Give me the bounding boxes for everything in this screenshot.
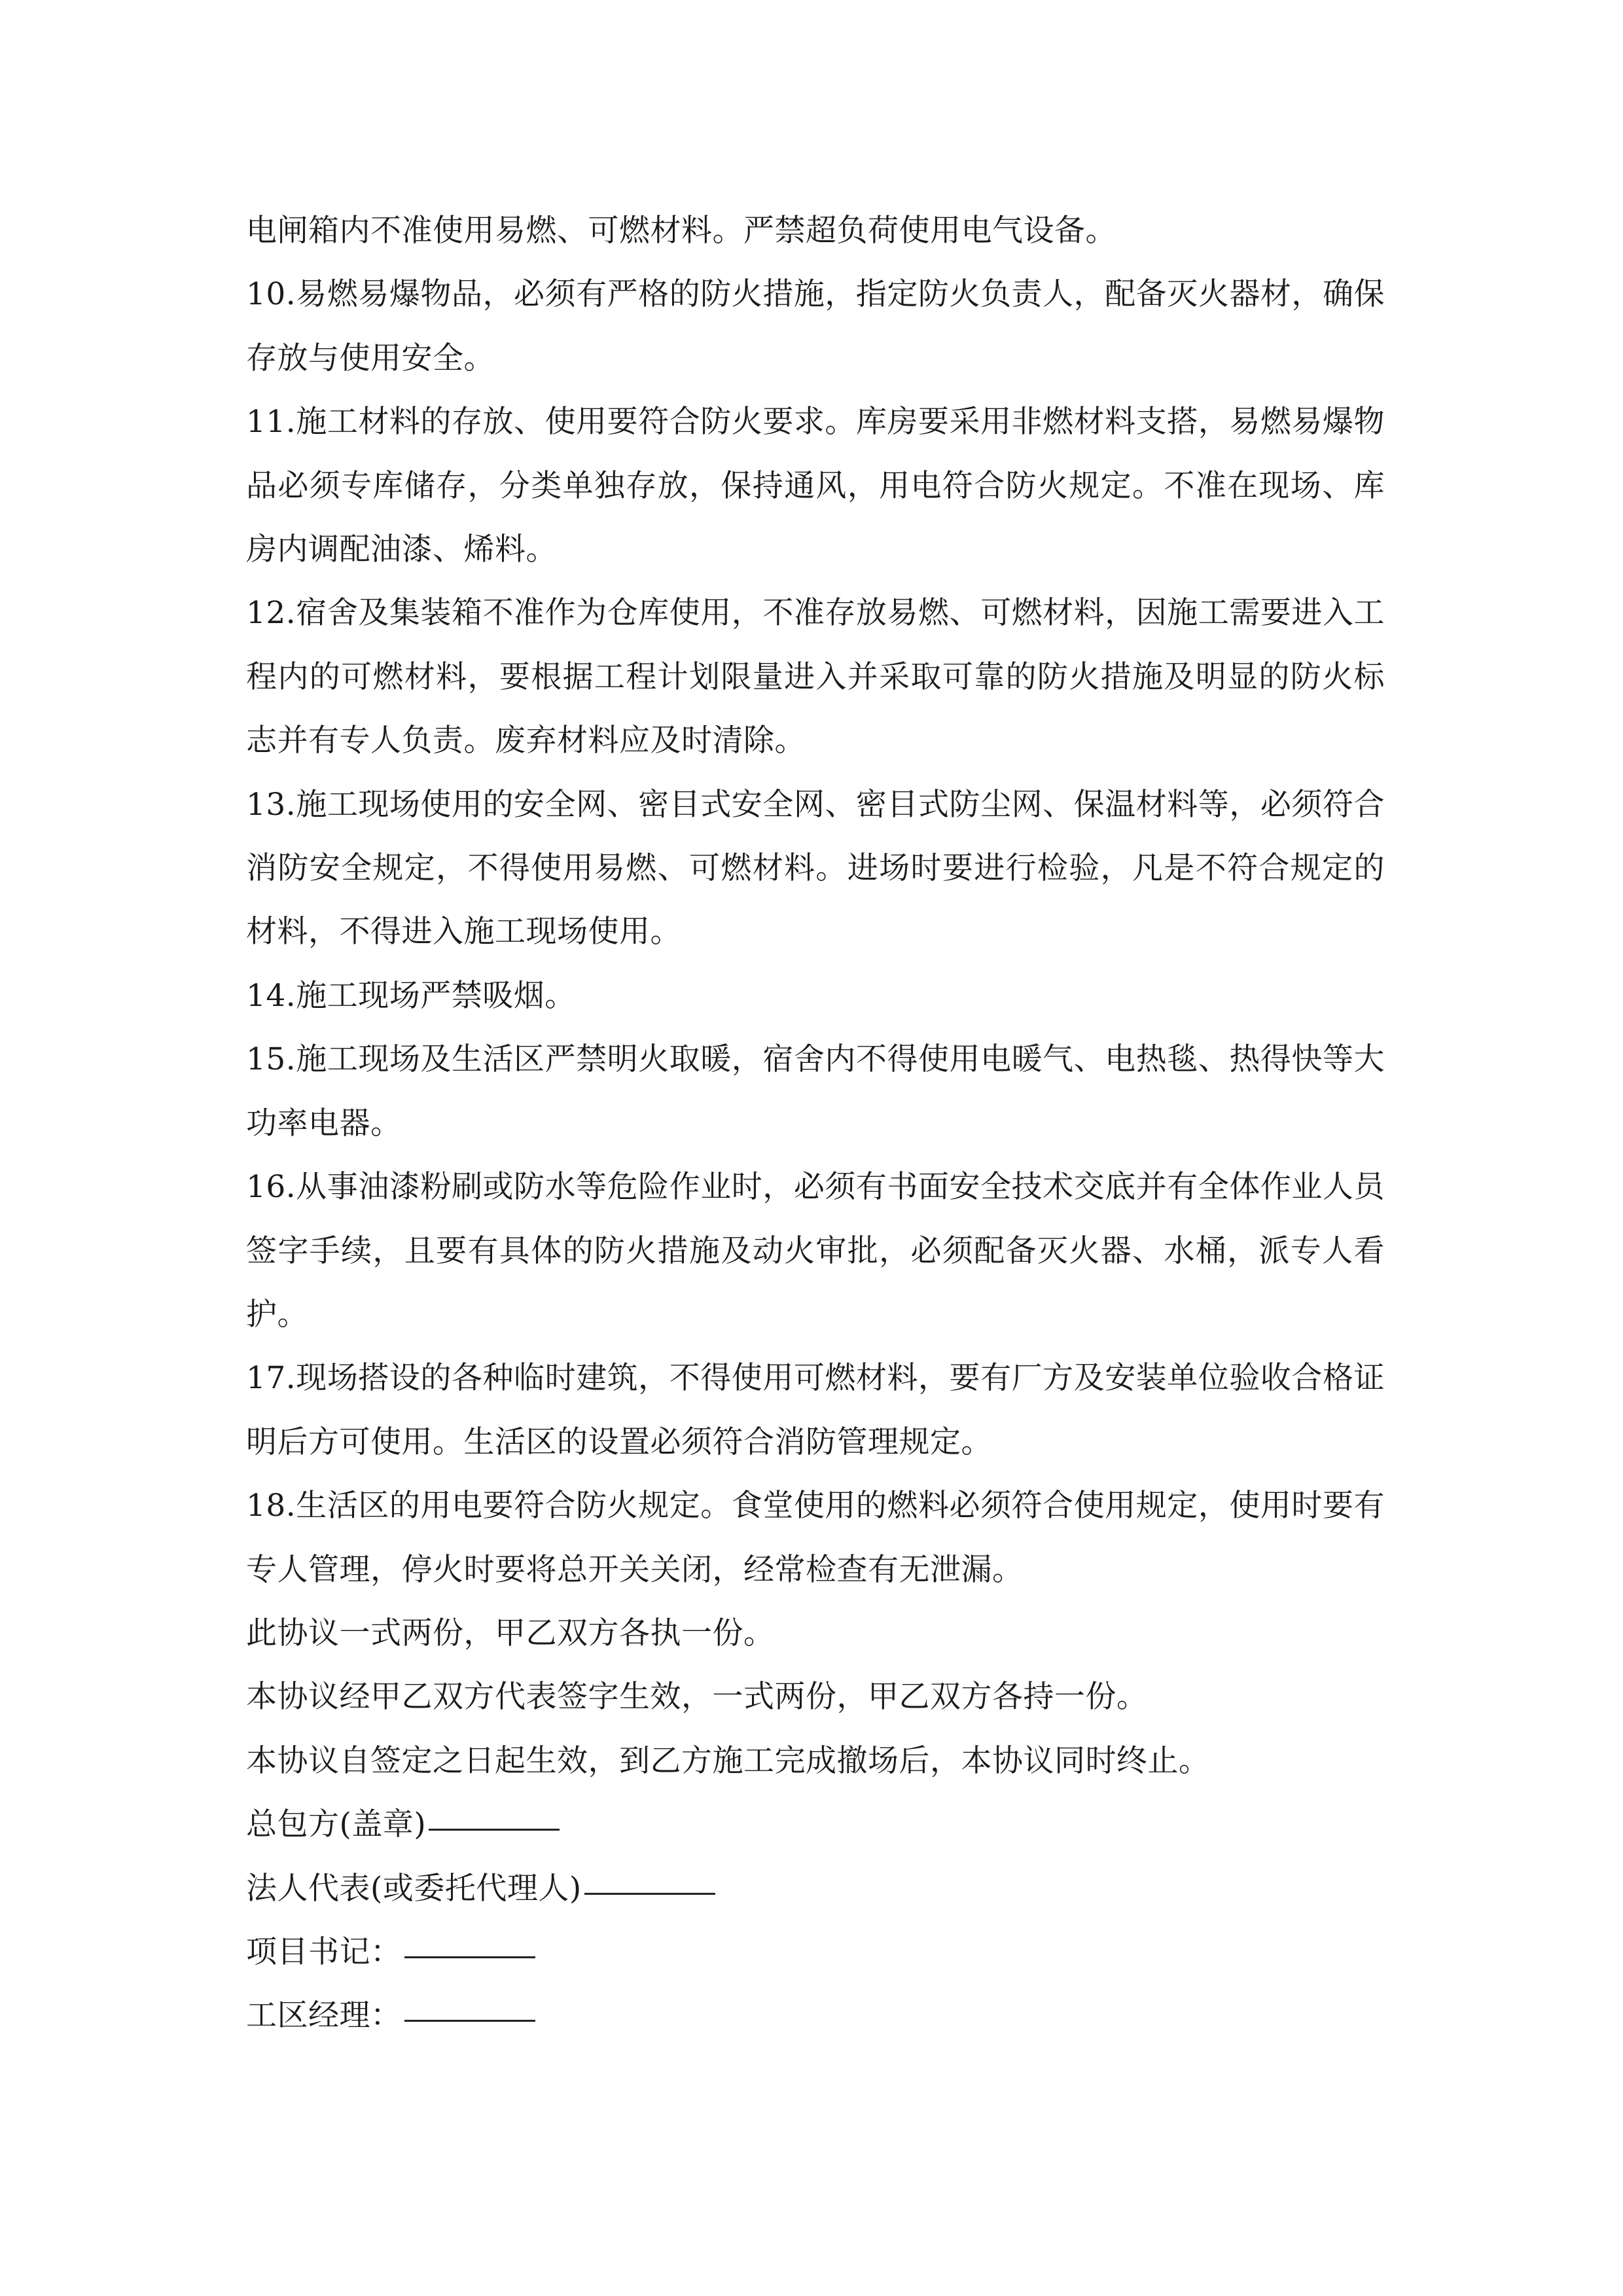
signature-project-secretary <box>246 1920 1385 1984</box>
clause-12: 12.宿舍及集装箱不准作为仓库使用，不准存放易燃、可燃材料，因施工需要进入工程内的可燃材料，要根据工程计划限量进入并采取可靠的防火措施及明显的防火标志并有专人负责。废弃材料应及时清除。 <box>246 595 1385 759</box>
copies-statement: 此协议一式两份，甲乙双方各执一份。 <box>246 1615 775 1651</box>
clause-14: 14.施工现场严禁吸烟。 <box>246 977 576 1014</box>
clause-13: 13.施工现场使用的安全网、密目式安全网、密目式防尘网、保温材料等，必须符合消防安全规定，不得使用易燃、可燃材料。进场时要进行检验，凡是不符合规定的材料，不得进入施工现场使用。 <box>246 786 1385 950</box>
signature-blank-line[interactable] <box>584 1892 715 1895</box>
signature-label: 法人代表(或委托代理人) <box>246 1870 582 1907</box>
clause-10: 10.易燃易爆物品，必须有严格的防火措施，指定防火负责人，配备灭火器材，确保存放与使用安全。 <box>246 276 1385 376</box>
signature-effect-statement: 本协议经甲乙双方代表签字生效，一式两份，甲乙双方各持一份。 <box>246 1679 1148 1715</box>
clause-17: 17.现场搭设的各种临时建筑，不得使用可燃材料，要有厂方及安装单位验收合格证明后方可使用。生活区的设置必须符合消防管理规定。 <box>246 1360 1385 1460</box>
clause-16: 16.从事油漆粉刷或防水等危险作业时，必须有书面安全技术交底并有全体作业人员签字手续，且要有具体的防火措施及动火审批，必须配备灭火器、水桶，派专人看护。 <box>246 1169 1385 1333</box>
clause-18: 18.生活区的用电要符合防火规定。食堂使用的燃料必须符合使用规定，使用时要有专人管理，停火时要将总开关关闭，经常检查有无泄漏。 <box>246 1488 1385 1588</box>
signature-general-contractor <box>246 1793 1385 1856</box>
document-body <box>246 199 1385 2048</box>
clause-11: 11.施工材料的存放、使用要符合防火要求。库房要采用非燃材料支搭，易燃易爆物品必须专库储存，分类单独存放，保持通风，用电符合防火规定。不准在现场、库房内调配油漆、烯料。 <box>246 404 1385 568</box>
signature-legal-representative <box>246 1857 1385 1920</box>
effective-period-statement: 本协议自签定之日起生效，到乙方施工完成撤场后，本协议同时终止。 <box>246 1742 1210 1779</box>
signature-label: 项目书记： <box>246 1933 402 1970</box>
signature-label: 总包方(盖章) <box>246 1806 427 1843</box>
signature-blank-line[interactable] <box>404 1956 535 1958</box>
signature-label: 工区经理： <box>246 1998 402 2034</box>
clause-15: 15.施工现场及生活区严禁明火取暖，宿舍内不得使用电暖气、电热毯、热得快等大功率电器。 <box>246 1041 1385 1141</box>
signature-area-manager <box>246 1984 1385 2047</box>
paragraph-electrical-box: 电闸箱内不准使用易燃、可燃材料。严禁超负荷使用电气设备。 <box>246 213 1116 249</box>
signature-blank-line[interactable] <box>429 1828 560 1831</box>
signature-blank-line[interactable] <box>404 2019 535 2022</box>
